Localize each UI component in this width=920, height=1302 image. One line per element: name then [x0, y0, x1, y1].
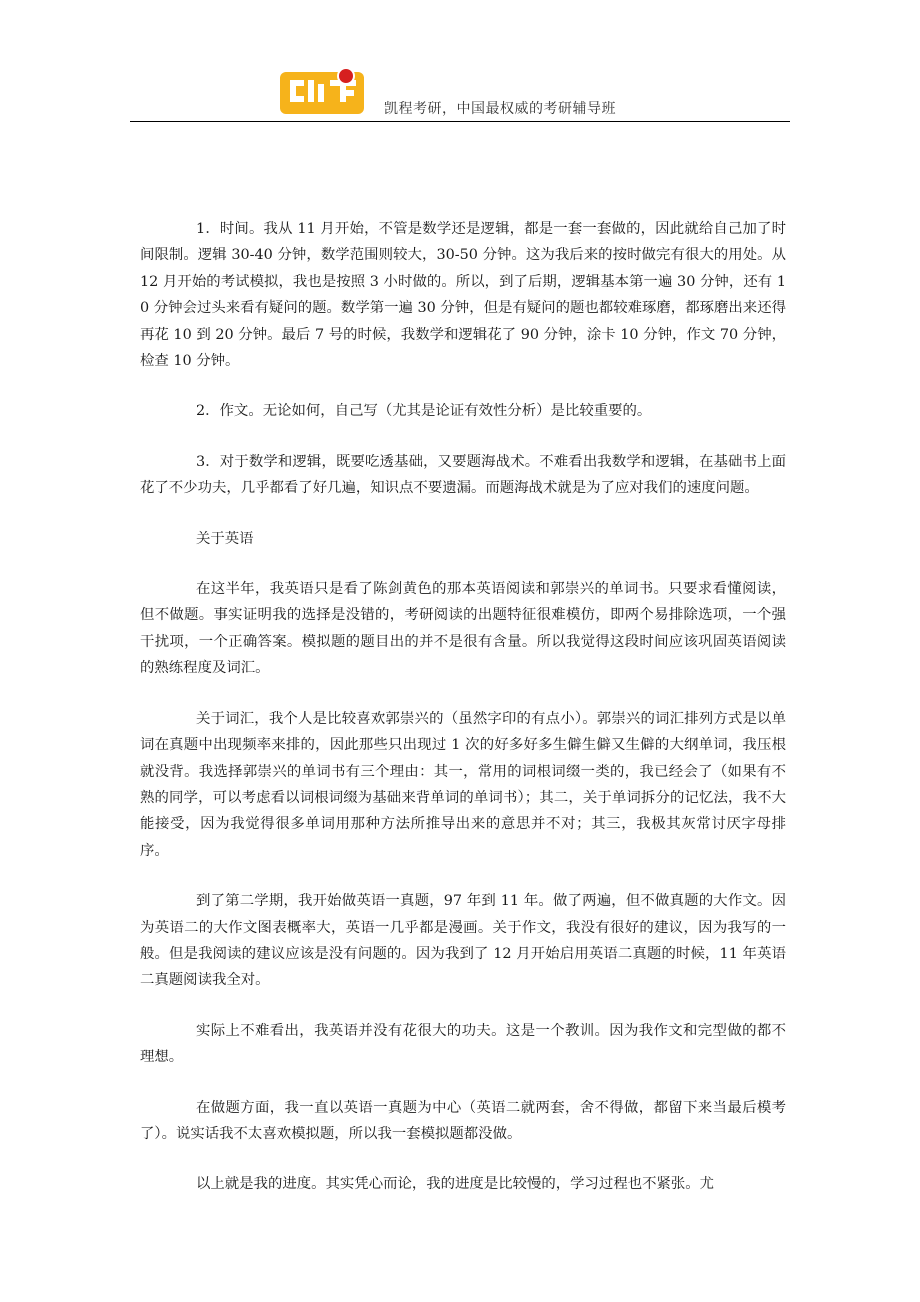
paragraph-math-logic: 3．对于数学和逻辑，既要吃透基础，又要题海战术。不难看出我数学和逻辑，在基础书上面花了不少功夫，几乎都看了好几遍，知识点不要遗漏。而题海战术就是为了应对我们的速度问题。	[140, 453, 786, 497]
paragraph-time: 1．时间。我从 11 月开始，不管是数学还是逻辑，都是一套一套做的，因此就给自己加了时间限制。逻辑 30-40 分钟，数学范围则较大，30-50 分钟。这为我后来的按时做完有很大的用处。从 12 月开始的考试模拟，我也是按照 3 小时做的。所以，到了后期，逻辑基本第一遍 30 分钟，还有 10 分钟会过头来看有疑问的题。数学第一遍 30 分钟，但是有疑问的题也都较难琢磨，都琢磨出来还得再花 10 到 20 分钟。最后 7 号的时候，我数学和逻辑花了 90 分钟，涂卡 10 分钟，作文 70 分钟，检查 10 分钟。	[140, 221, 786, 370]
article-body	[140, 216, 786, 1222]
kaicheng-logo-icon	[276, 62, 368, 120]
paragraph-vocabulary: 关于词汇，我个人是比较喜欢郭崇兴的（虽然字印的有点小）。郭崇兴的词汇排列方式是以单词在真题中出现频率来排的，因此那些只出现过 1 次的好多好多生僻生僻又生僻的大纲单词，我压根就没背。我选择郭崇兴的单词书有三个理由：其一，常用的词根词缀一类的，我已经会了（如果有不熟的同学，可以考虑看以词根词缀为基础来背单词的单词书）；其二，关于单词拆分的记忆法，我不大能接受，因为我觉得很多单词用那种方法所推导出来的意思并不对；其三，我极其灰常讨厌字母排序。	[140, 710, 786, 859]
paragraph-practice: 在做题方面，我一直以英语一真题为中心（英语二就两套，舍不得做，都留下来当最后模考了）。说实话我不太喜欢模拟题，所以我一套模拟题都没做。	[140, 1099, 786, 1142]
paragraph-english-reading: 在这半年，我英语只是看了陈剑黄色的那本英语阅读和郭崇兴的单词书。只要求看懂阅读，但不做题。事实证明我的选择是没错的，考研阅读的出题特征很难模仿，即两个易排除选项，一个强干扰项，一个正确答案。模拟题的题目出的并不是很有含量。所以我觉得这段时间应该巩固英语阅读的熟练程度及词汇。	[140, 581, 786, 677]
paragraph-second-semester: 到了第二学期，我开始做英语一真题，97 年到 11 年。做了两遍，但不做真题的大作文。因为英语二的大作文图表概率大，英语一几乎都是漫画。关于作文，我没有很好的建议，因为我写的一般。但是我阅读的建议应该是没有问题的。因为我到了 12 月开始启用英语二真题的时候，11 年英语二真题阅读我全对。	[140, 893, 786, 989]
header-divider	[130, 121, 790, 122]
section-heading-english: 关于英语	[196, 530, 254, 547]
page-header	[130, 62, 790, 122]
header-slogan: 凯程考研，中国最权威的考研辅导班	[384, 101, 616, 117]
paragraph-lesson: 实际上不难看出，我英语并没有花很大的功夫。这是一个教训。因为我作文和完型做的都不理想。	[140, 1022, 786, 1066]
paragraph-progress: 以上就是我的进度。其实凭心而论，我的进度是比较慢的，学习过程也不紧张。尤	[196, 1176, 715, 1193]
paragraph-essay: 2．作文。无论如何，自己写（尤其是论证有效性分析）是比较重要的。	[196, 403, 652, 420]
